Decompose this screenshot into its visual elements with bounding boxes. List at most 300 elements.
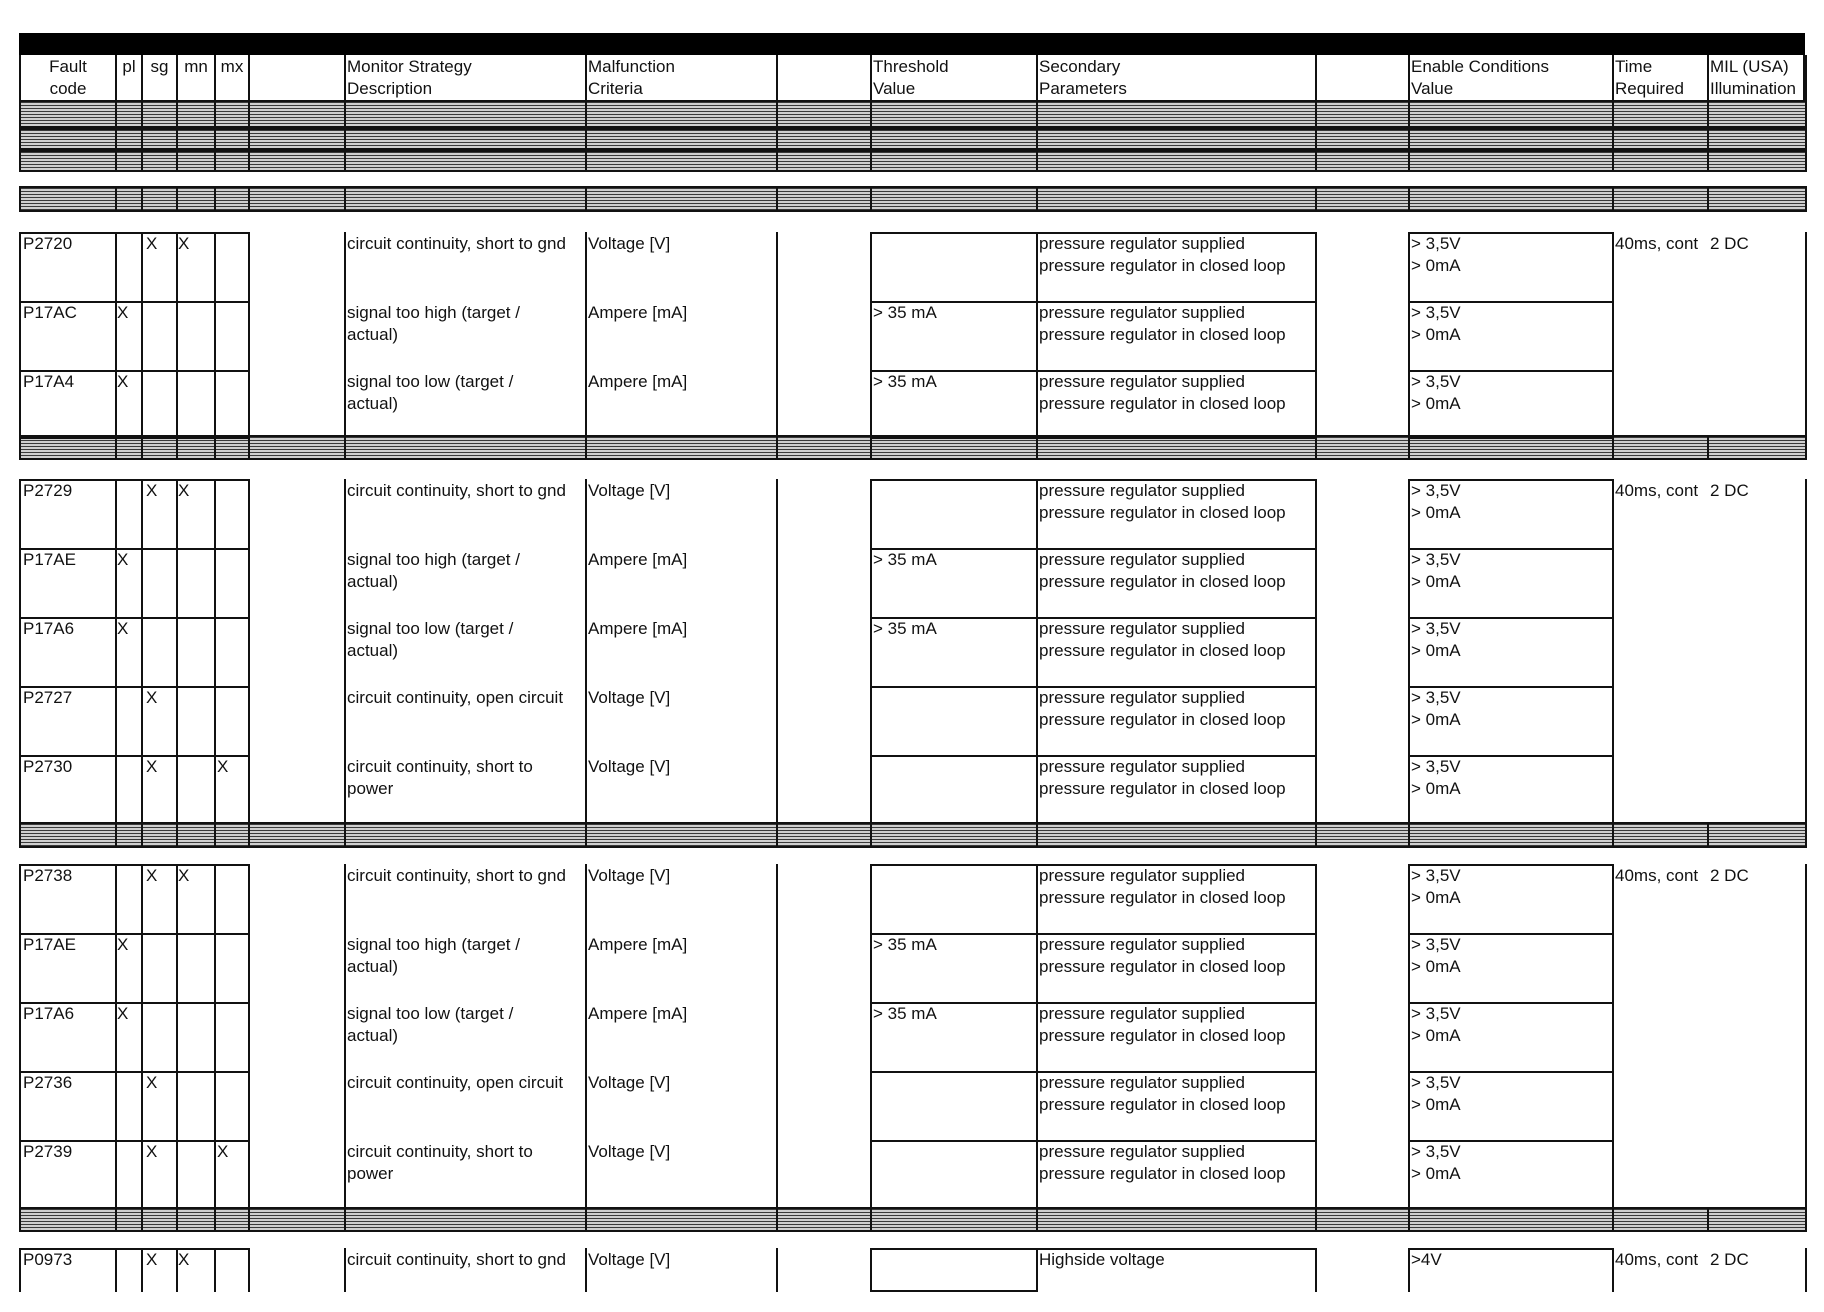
monitor-strategy-description: circuit continuity, short to power xyxy=(347,757,533,798)
cell-divider xyxy=(1315,232,1317,439)
cell-divider xyxy=(776,479,778,824)
malfunction-criteria: Ampere [mA] xyxy=(588,550,688,569)
band-divider xyxy=(1612,128,1614,150)
fault-code: P17A4 xyxy=(23,372,75,391)
band-divider xyxy=(1408,100,1410,128)
cell-divider xyxy=(176,864,178,1209)
band-divider xyxy=(214,1207,216,1232)
band-divider xyxy=(1036,100,1038,128)
band-divider xyxy=(1408,186,1410,212)
band-divider xyxy=(141,100,143,128)
band-divider xyxy=(1315,186,1317,212)
band-divider xyxy=(344,100,346,128)
sg-mark: X xyxy=(146,1073,158,1092)
band-divider xyxy=(585,150,587,172)
fault-code-header: Fault code xyxy=(49,57,87,98)
band-divider xyxy=(1805,128,1807,150)
malfunction-criteria: Ampere [mA] xyxy=(588,1004,688,1023)
enable-conditions-value: > 3,5V > 0mA xyxy=(1411,234,1461,275)
monitor-strategy-description: signal too high (target / actual) xyxy=(347,935,520,976)
mil-illumination: 2 DC xyxy=(1710,481,1749,500)
sg-mark: X xyxy=(146,688,158,707)
header-divider xyxy=(248,55,250,101)
group-bottom-line xyxy=(870,437,1038,439)
band-divider xyxy=(19,150,21,172)
secondary-parameters: pressure regulator supplied pressure regulator in closed loop xyxy=(1039,619,1286,660)
band-divider xyxy=(776,186,778,212)
band-divider xyxy=(248,186,250,212)
threshold-value-header: Threshold Value xyxy=(873,57,949,98)
header-divider xyxy=(176,55,178,101)
band-divider xyxy=(115,128,117,150)
sg-mark: X xyxy=(146,866,158,885)
band-divider xyxy=(115,822,117,848)
enable-conditions-value: > 3,5V > 0mA xyxy=(1411,481,1461,522)
secondary-parameters-header: Secondary Parameters xyxy=(1039,57,1127,98)
secondary-parameters: pressure regulator supplied pressure regulator in closed loop xyxy=(1039,688,1286,729)
monitor-strategy-description: signal too low (target / actual) xyxy=(347,619,514,660)
band-divider xyxy=(1707,435,1709,460)
enable-conditions-value: > 3,5V > 0mA xyxy=(1411,303,1461,344)
pl-mark: X xyxy=(117,550,129,569)
cell-divider xyxy=(870,479,872,824)
malfunction-criteria: Voltage [V] xyxy=(588,866,671,885)
enable-conditions-value: > 3,5V > 0mA xyxy=(1411,1073,1461,1114)
fault-code: P2739 xyxy=(23,1142,73,1161)
header-divider xyxy=(1612,55,1614,101)
secondary-parameters: pressure regulator supplied pressure regulator in closed loop xyxy=(1039,1073,1286,1114)
monitor-strategy-header: Monitor Strategy Description xyxy=(347,57,472,98)
band-divider xyxy=(115,1207,117,1232)
band-divider xyxy=(1612,150,1614,172)
cell-divider xyxy=(585,479,587,824)
monitor-strategy-description: signal too high (target / actual) xyxy=(347,303,520,344)
row-divider xyxy=(870,686,1038,688)
cell-divider xyxy=(1805,232,1807,439)
band-divider xyxy=(870,1207,872,1232)
band-divider xyxy=(1408,150,1410,172)
band-divider xyxy=(585,1207,587,1232)
band-divider xyxy=(1036,128,1038,150)
band-divider xyxy=(19,822,21,848)
monitor-strategy-description: signal too low (target / actual) xyxy=(347,372,514,413)
cell-divider xyxy=(1315,864,1317,1209)
fault-code: P2736 xyxy=(23,1073,73,1092)
row-divider xyxy=(870,1071,1038,1073)
band-divider xyxy=(115,186,117,212)
band-divider xyxy=(344,186,346,212)
separator-band xyxy=(19,186,1805,212)
sg-mark: X xyxy=(146,1250,158,1269)
cell-divider xyxy=(1612,1248,1614,1292)
cell-divider xyxy=(214,479,216,824)
group-top-line xyxy=(870,1248,1038,1250)
band-divider xyxy=(1612,186,1614,212)
cell-divider xyxy=(585,864,587,1209)
malfunction-criteria: Voltage [V] xyxy=(588,1073,671,1092)
group-bottom-line xyxy=(1408,1207,1614,1209)
cell-divider xyxy=(214,864,216,1209)
cell-divider xyxy=(115,232,117,439)
enable-conditions-value: > 3,5V > 0mA xyxy=(1411,372,1461,413)
malfunction-criteria: Ampere [mA] xyxy=(588,303,688,322)
cell-divider xyxy=(141,479,143,824)
mil-illumination-header: MIL (USA) Illumination xyxy=(1710,57,1796,98)
cell-divider xyxy=(344,864,346,1209)
fault-code: P2720 xyxy=(23,234,73,253)
cell-divider xyxy=(870,232,872,439)
cell-divider xyxy=(1036,479,1038,824)
band-divider xyxy=(248,150,250,172)
mn-mark: X xyxy=(178,481,190,500)
band-divider xyxy=(870,128,872,150)
band-divider xyxy=(1805,186,1807,212)
fault-code: P2738 xyxy=(23,866,73,885)
group-top-line xyxy=(870,864,1038,866)
cell-divider xyxy=(176,479,178,824)
cell-divider xyxy=(776,232,778,439)
band-divider xyxy=(176,128,178,150)
header-top-bar xyxy=(19,33,1805,55)
threshold-value: > 35 mA xyxy=(873,619,937,638)
fault-code: P0973 xyxy=(23,1250,73,1269)
fault-code: P2729 xyxy=(23,481,73,500)
cell-divider xyxy=(248,1248,250,1292)
secondary-parameters: pressure regulator supplied pressure regulator in closed loop xyxy=(1039,372,1286,413)
mil-illumination: 2 DC xyxy=(1710,1250,1749,1269)
band-divider xyxy=(141,822,143,848)
band-divider xyxy=(1805,822,1807,848)
cell-divider xyxy=(1408,864,1410,1209)
enable-conditions-value: > 3,5V > 0mA xyxy=(1411,688,1461,729)
sg-mark: X xyxy=(146,234,158,253)
cell-divider xyxy=(1612,864,1614,1209)
enable-conditions-value: > 3,5V > 0mA xyxy=(1411,550,1461,591)
mil-illumination: 2 DC xyxy=(1710,234,1749,253)
secondary-parameters: pressure regulator supplied pressure regulator in closed loop xyxy=(1039,481,1286,522)
secondary-parameters: pressure regulator supplied pressure regulator in closed loop xyxy=(1039,1004,1286,1045)
secondary-parameters: pressure regulator supplied pressure regulator in closed loop xyxy=(1039,757,1286,798)
band-divider xyxy=(19,128,21,150)
cell-divider xyxy=(115,479,117,824)
separator-band xyxy=(19,822,1805,848)
fault-code: P17AE xyxy=(23,935,76,954)
band-divider xyxy=(176,100,178,128)
enable-conditions-value: > 3,5V > 0mA xyxy=(1411,757,1461,798)
group-bottom-line xyxy=(19,822,250,824)
cell-divider xyxy=(1036,232,1038,439)
cell-divider xyxy=(19,479,21,824)
cell-divider xyxy=(176,232,178,439)
mil-illumination: 2 DC xyxy=(1710,866,1749,885)
fault-code: P17AE xyxy=(23,550,76,569)
group-bottom-line xyxy=(1036,1207,1317,1209)
band-divider xyxy=(1612,822,1614,848)
cell-divider xyxy=(19,1248,21,1292)
malfunction-criteria: Voltage [V] xyxy=(588,234,671,253)
band-divider xyxy=(344,1207,346,1232)
band-divider xyxy=(776,1207,778,1232)
separator-band xyxy=(19,128,1805,150)
header-divider xyxy=(870,55,872,101)
band-divider xyxy=(1036,150,1038,172)
cell-divider xyxy=(115,1248,117,1292)
band-divider xyxy=(1315,150,1317,172)
threshold-value: > 35 mA xyxy=(873,935,937,954)
band-divider xyxy=(1315,128,1317,150)
fault-code: P2730 xyxy=(23,757,73,776)
malfunction-criteria: Voltage [V] xyxy=(588,688,671,707)
monitor-strategy-description: circuit continuity, short to gnd xyxy=(347,1250,566,1269)
cell-divider xyxy=(1805,479,1807,824)
cell-divider xyxy=(1612,479,1614,824)
band-divider xyxy=(1805,150,1807,172)
band-divider xyxy=(344,822,346,848)
cell-divider xyxy=(344,479,346,824)
cell-divider xyxy=(141,864,143,1209)
pl-mark: X xyxy=(117,303,129,322)
group-bottom-line xyxy=(1036,822,1317,824)
group-bottom-line xyxy=(1408,437,1614,439)
band-divider xyxy=(214,822,216,848)
band-divider xyxy=(776,128,778,150)
mn-mark: X xyxy=(178,866,190,885)
band-divider xyxy=(344,128,346,150)
threshold-value: > 35 mA xyxy=(873,550,937,569)
band-divider xyxy=(1612,1207,1614,1232)
fault-code: P17A6 xyxy=(23,619,75,638)
monitor-strategy-description: signal too high (target / actual) xyxy=(347,550,520,591)
enable-conditions-value: > 3,5V > 0mA xyxy=(1411,1004,1461,1045)
malfunction-criteria: Voltage [V] xyxy=(588,481,671,500)
monitor-strategy-description: circuit continuity, short to gnd xyxy=(347,234,566,253)
band-divider xyxy=(1315,822,1317,848)
band-divider xyxy=(214,128,216,150)
cell-divider xyxy=(248,864,250,1209)
cell-divider xyxy=(1612,232,1614,439)
malfunction-criteria: Voltage [V] xyxy=(588,757,671,776)
monitor-strategy-description: circuit continuity, open circuit xyxy=(347,688,564,707)
cell-divider xyxy=(214,1248,216,1292)
band-divider xyxy=(141,150,143,172)
band-divider xyxy=(1805,1207,1807,1232)
band-divider xyxy=(585,822,587,848)
band-divider xyxy=(214,150,216,172)
malfunction-criteria: Voltage [V] xyxy=(588,1250,671,1269)
pl-mark: X xyxy=(117,1004,129,1023)
cell-divider xyxy=(776,1248,778,1292)
band-divider xyxy=(248,1207,250,1232)
header-divider xyxy=(1805,55,1807,101)
time-required: 40ms, cont xyxy=(1615,1250,1699,1269)
fault-code: P2727 xyxy=(23,688,73,707)
mx-mark: X xyxy=(217,757,229,776)
band-divider xyxy=(1408,128,1410,150)
band-divider xyxy=(870,186,872,212)
monitor-strategy-description: circuit continuity, open circuit xyxy=(347,1073,564,1092)
group-bottom-line xyxy=(1036,437,1317,439)
separator-band xyxy=(19,150,1805,172)
band-divider xyxy=(344,150,346,172)
mx-header: mx xyxy=(220,57,244,76)
secondary-parameters: Highside voltage xyxy=(1039,1250,1165,1269)
secondary-parameters: pressure regulator supplied pressure regulator in closed loop xyxy=(1039,1142,1286,1183)
band-divider xyxy=(141,1207,143,1232)
band-divider xyxy=(176,150,178,172)
mn-mark: X xyxy=(178,1250,190,1269)
header-divider xyxy=(214,55,216,101)
enable-conditions-header: Enable Conditions Value xyxy=(1411,57,1549,98)
band-divider xyxy=(776,100,778,128)
malfunction-criteria: Ampere [mA] xyxy=(588,372,688,391)
band-divider xyxy=(870,150,872,172)
enable-conditions-value: > 3,5V > 0mA xyxy=(1411,619,1461,660)
cell-divider xyxy=(870,864,872,1209)
band-divider xyxy=(176,822,178,848)
threshold-value: > 35 mA xyxy=(873,303,937,322)
cell-divider xyxy=(870,1248,872,1292)
malfunction-criteria: Voltage [V] xyxy=(588,1142,671,1161)
sg-mark: X xyxy=(146,757,158,776)
sg-header: sg xyxy=(150,57,169,76)
enable-conditions-value: >4V xyxy=(1411,1250,1442,1269)
separator-band xyxy=(19,100,1805,128)
cell-divider xyxy=(248,232,250,439)
group-bottom-line xyxy=(19,1207,250,1209)
cell-divider xyxy=(1315,1248,1317,1292)
band-divider xyxy=(870,822,872,848)
group-bottom-line xyxy=(19,437,250,439)
band-divider xyxy=(585,100,587,128)
cell-divider xyxy=(1805,864,1807,1209)
cell-divider xyxy=(585,232,587,439)
enable-conditions-value: > 3,5V > 0mA xyxy=(1411,1142,1461,1183)
header-divider xyxy=(1036,55,1038,101)
band-divider xyxy=(1707,150,1709,172)
band-divider xyxy=(1707,100,1709,128)
header-divider xyxy=(115,55,117,101)
threshold-value: > 35 mA xyxy=(873,1004,937,1023)
cell-divider xyxy=(344,1248,346,1292)
header-divider xyxy=(1707,55,1709,101)
band-divider xyxy=(1036,1207,1038,1232)
pl-mark: X xyxy=(117,372,129,391)
band-divider xyxy=(1036,186,1038,212)
pl-mark: X xyxy=(117,619,129,638)
malfunction-criteria: Ampere [mA] xyxy=(588,935,688,954)
secondary-parameters: pressure regulator supplied pressure regulator in closed loop xyxy=(1039,550,1286,591)
header-divider xyxy=(776,55,778,101)
band-divider xyxy=(1707,1207,1709,1232)
secondary-parameters: pressure regulator supplied pressure regulator in closed loop xyxy=(1039,866,1286,907)
sg-mark: X xyxy=(146,1142,158,1161)
malfunction-criteria: Ampere [mA] xyxy=(588,619,688,638)
band-divider xyxy=(776,822,778,848)
group-bottom-line xyxy=(870,1290,1038,1292)
band-divider xyxy=(115,100,117,128)
header-divider xyxy=(1315,55,1317,101)
band-divider xyxy=(776,150,778,172)
fault-code: P17AC xyxy=(23,303,77,322)
mn-header: mn xyxy=(184,57,208,76)
time-required-header: Time Required xyxy=(1615,57,1684,98)
band-divider xyxy=(214,100,216,128)
band-divider xyxy=(1707,186,1709,212)
band-divider xyxy=(1707,128,1709,150)
monitor-strategy-description: circuit continuity, short to power xyxy=(347,1142,533,1183)
band-divider xyxy=(1315,1207,1317,1232)
cell-divider xyxy=(1805,1248,1807,1292)
header-divider xyxy=(141,55,143,101)
monitor-strategy-description: signal too low (target / actual) xyxy=(347,1004,514,1045)
cell-divider xyxy=(115,864,117,1209)
pl-mark: X xyxy=(117,935,129,954)
secondary-parameters: pressure regulator supplied pressure regulator in closed loop xyxy=(1039,935,1286,976)
band-divider xyxy=(1408,1207,1410,1232)
band-divider xyxy=(176,1207,178,1232)
cell-divider xyxy=(19,232,21,439)
monitor-strategy-description: circuit continuity, short to gnd xyxy=(347,866,566,885)
group-top-line xyxy=(870,232,1038,234)
band-divider xyxy=(870,100,872,128)
cell-divider xyxy=(214,232,216,439)
malfunction-criteria-header: Malfunction Criteria xyxy=(588,57,675,98)
sg-mark: X xyxy=(146,481,158,500)
enable-conditions-value: > 3,5V > 0mA xyxy=(1411,866,1461,907)
band-divider xyxy=(19,186,21,212)
separator-band xyxy=(19,1207,1805,1232)
cell-divider xyxy=(1408,1248,1410,1292)
band-divider xyxy=(141,128,143,150)
band-divider xyxy=(585,128,587,150)
cell-divider xyxy=(344,232,346,439)
cell-divider xyxy=(1408,232,1410,439)
band-divider xyxy=(141,186,143,212)
cell-divider xyxy=(1036,864,1038,1209)
mx-mark: X xyxy=(217,1142,229,1161)
header-divider xyxy=(19,55,21,101)
group-top-line xyxy=(870,479,1038,481)
band-divider xyxy=(1408,822,1410,848)
time-required: 40ms, cont xyxy=(1615,234,1699,253)
fault-code: P17A6 xyxy=(23,1004,75,1023)
monitor-strategy-description: circuit continuity, short to gnd xyxy=(347,481,566,500)
band-divider xyxy=(19,100,21,128)
band-divider xyxy=(1707,822,1709,848)
mn-mark: X xyxy=(178,234,190,253)
band-divider xyxy=(115,150,117,172)
band-divider xyxy=(176,186,178,212)
pl-header: pl xyxy=(122,57,136,76)
band-divider xyxy=(1036,822,1038,848)
cell-divider xyxy=(141,1248,143,1292)
time-required: 40ms, cont xyxy=(1615,866,1699,885)
band-divider xyxy=(248,128,250,150)
cell-divider xyxy=(585,1248,587,1292)
band-divider xyxy=(585,186,587,212)
band-divider xyxy=(248,100,250,128)
threshold-value: > 35 mA xyxy=(873,372,937,391)
cell-divider xyxy=(19,864,21,1209)
group-bottom-line xyxy=(1408,822,1614,824)
secondary-parameters: pressure regulator supplied pressure regulator in closed loop xyxy=(1039,303,1286,344)
group-bottom-line xyxy=(870,1207,1038,1209)
cell-divider xyxy=(1315,479,1317,824)
band-divider xyxy=(19,1207,21,1232)
cell-divider xyxy=(1036,1248,1038,1292)
time-required: 40ms, cont xyxy=(1615,481,1699,500)
group-bottom-line xyxy=(870,822,1038,824)
